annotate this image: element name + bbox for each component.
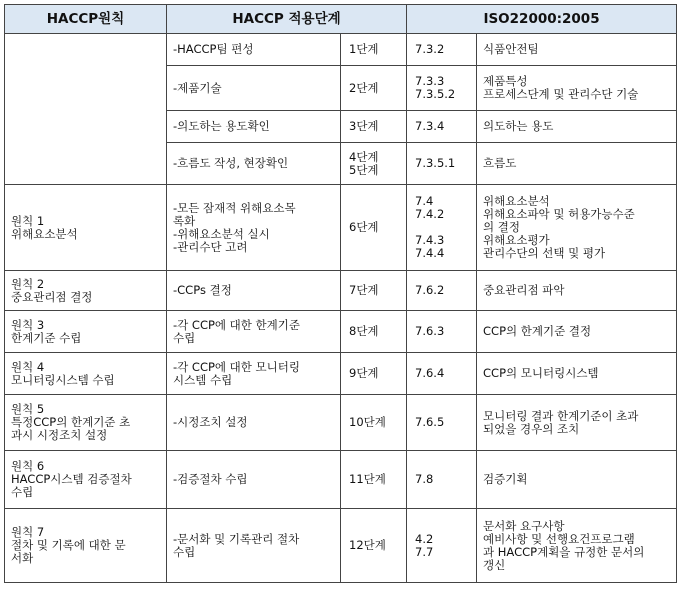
step-cell: 4단계 5단계 — [341, 143, 407, 185]
step-cell: 7단계 — [341, 271, 407, 311]
stage-cell: -제품기술 — [167, 66, 341, 111]
table-row — [5, 395, 677, 451]
header-haccp-stage: HACCP 적용단계 — [167, 5, 407, 34]
iso-clause-cell: 7.3.2 — [407, 34, 477, 66]
step-cell: 12단계 — [341, 509, 407, 583]
header-haccp-principle: HACCP원칙 — [5, 5, 167, 34]
iso-description-cell: 식품안전팀 — [477, 34, 677, 66]
stage-cell: -CCPs 결정 — [167, 271, 341, 311]
stage-cell: -모든 잠재적 위해요소목 록화 -위해요소분석 실시 -관리수단 고려 — [167, 185, 341, 271]
principle-cell: 원칙 2 중요관리점 결정 — [5, 271, 167, 311]
step-cell: 3단계 — [341, 111, 407, 143]
iso-clause-cell: 7.6.2 — [407, 271, 477, 311]
table-row — [5, 271, 677, 311]
iso-description-cell: 제품특성 프로세스단계 및 관리수단 기술 — [477, 66, 677, 111]
header-row — [5, 5, 677, 34]
iso-description-cell: CCP의 모니터링시스템 — [477, 353, 677, 395]
principle-cell — [5, 34, 167, 185]
iso-description-cell: 위해요소분석 위해요소파악 및 허용가능수준 의 결정 위해요소평가 관리수단의 선택 및 평가 — [477, 185, 677, 271]
principle-cell: 원칙 3 한계기준 수립 — [5, 311, 167, 353]
table-row — [5, 451, 677, 509]
iso-clause-cell: 4.2 7.7 — [407, 509, 477, 583]
step-cell: 10단계 — [341, 395, 407, 451]
stage-cell: -검증절차 수립 — [167, 451, 341, 509]
table-row — [5, 34, 677, 66]
stage-cell: -시정조치 설정 — [167, 395, 341, 451]
iso-description-cell: 검증기획 — [477, 451, 677, 509]
stage-cell: -흐름도 작성, 현장확인 — [167, 143, 341, 185]
iso-description-cell: 중요관리점 파악 — [477, 271, 677, 311]
stage-cell: -HACCP팀 편성 — [167, 34, 341, 66]
step-cell: 11단계 — [341, 451, 407, 509]
header-iso22000: ISO22000:2005 — [407, 5, 677, 34]
principle-cell: 원칙 5 특정CCP의 한계기준 초 과시 시정조치 설정 — [5, 395, 167, 451]
iso-description-cell: CCP의 한계기준 결정 — [477, 311, 677, 353]
principle-cell: 원칙 7 절차 및 기록에 대한 문 서화 — [5, 509, 167, 583]
iso-clause-cell: 7.6.4 — [407, 353, 477, 395]
iso-description-cell: 문서화 요구사항 예비사항 및 선행요건프로그램 과 HACCP계획을 규정한 문서의 갱신 — [477, 509, 677, 583]
table-row — [5, 353, 677, 395]
step-cell: 2단계 — [341, 66, 407, 111]
step-cell: 8단계 — [341, 311, 407, 353]
iso-clause-cell: 7.6.5 — [407, 395, 477, 451]
step-cell: 6단계 — [341, 185, 407, 271]
iso-description-cell: 모니터링 결과 한계기준이 초과 되었을 경우의 조치 — [477, 395, 677, 451]
principle-cell: 원칙 1 위해요소분석 — [5, 185, 167, 271]
iso-description-cell: 의도하는 용도 — [477, 111, 677, 143]
table-row — [5, 509, 677, 583]
stage-cell: -각 CCP에 대한 모니터링 시스템 수립 — [167, 353, 341, 395]
stage-cell: -문서화 및 기록관리 절차 수립 — [167, 509, 341, 583]
haccp-iso-comparison-table — [4, 4, 677, 583]
iso-clause-cell: 7.3.5.1 — [407, 143, 477, 185]
iso-clause-cell: 7.3.3 7.3.5.2 — [407, 66, 477, 111]
iso-description-cell: 흐름도 — [477, 143, 677, 185]
iso-clause-cell: 7.3.4 — [407, 111, 477, 143]
iso-clause-cell: 7.4 7.4.2 7.4.3 7.4.4 — [407, 185, 477, 271]
stage-cell: -의도하는 용도확인 — [167, 111, 341, 143]
iso-clause-cell: 7.6.3 — [407, 311, 477, 353]
principle-cell: 원칙 6 HACCP시스템 검증절차 수립 — [5, 451, 167, 509]
table-row — [5, 311, 677, 353]
stage-cell: -각 CCP에 대한 한계기준 수립 — [167, 311, 341, 353]
iso-clause-cell: 7.8 — [407, 451, 477, 509]
step-cell: 1단계 — [341, 34, 407, 66]
step-cell: 9단계 — [341, 353, 407, 395]
table-row — [5, 185, 677, 271]
principle-cell: 원칙 4 모니터링시스템 수립 — [5, 353, 167, 395]
